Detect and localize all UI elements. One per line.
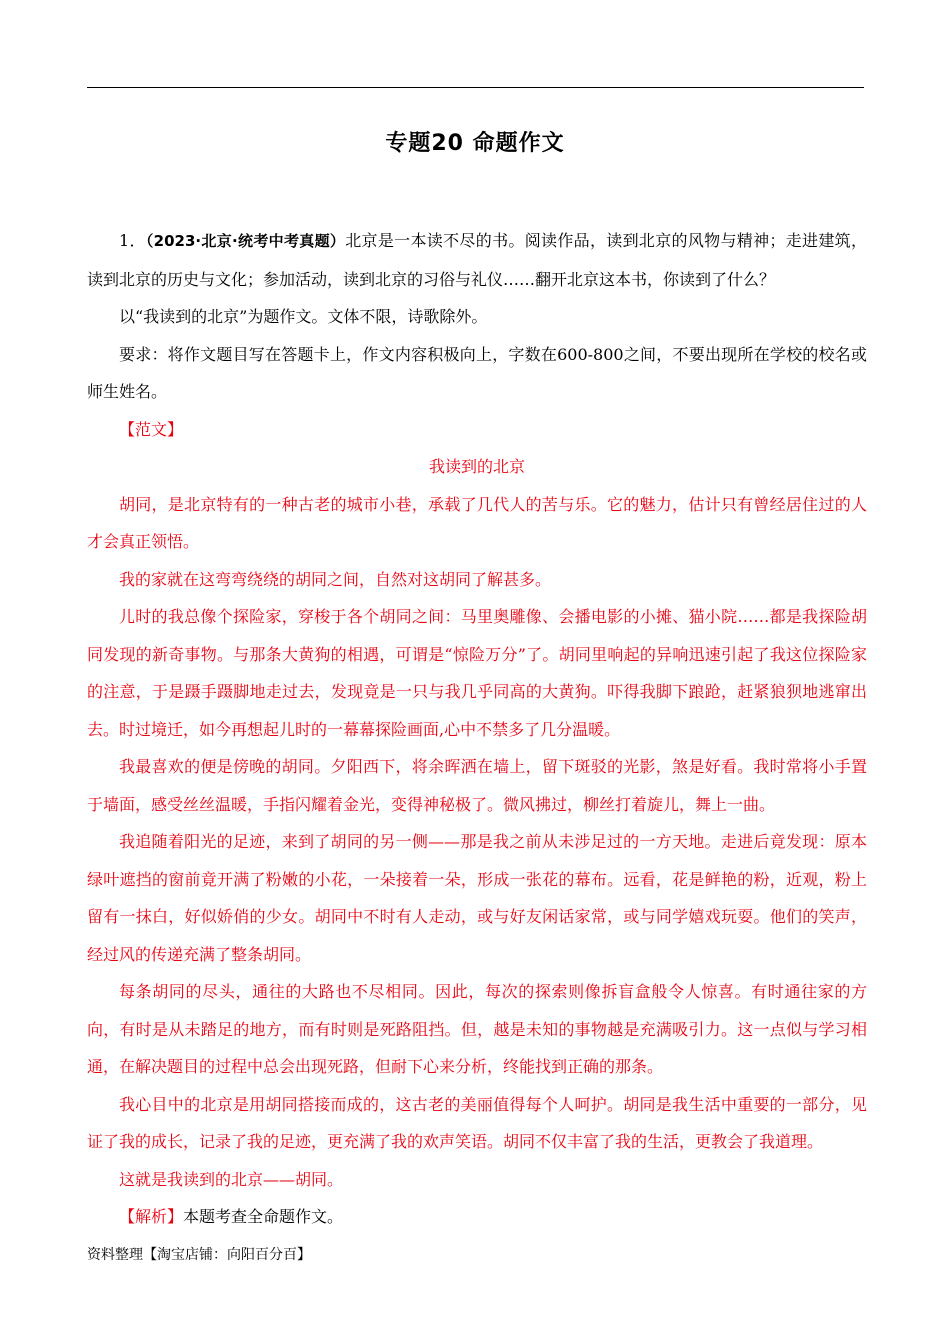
essay-paragraph: 这就是我读到的北京——胡同。: [119, 1169, 344, 1189]
essay-paragraph: 每条胡同的尽头，通往的大路也不尽相同。因此，每次的探索则像拆盲盒般令人惊喜。有时通往家的方向，有时是从未踏足的地方，而有时则是死路阻挡。但，越是未知的事物越是充满吸引力。这一点似与学习相通，在解决题目的过程中总会出现死路，但耐下心来分析，终能找到正确的那条。: [87, 982, 867, 1076]
essay-paragraph: 儿时的我总像个探险家，穿梭于各个胡同之间：马里奥雕像、会播电影的小摊、猫小院……都是我探险胡同发现的新奇事物。与那条大黄狗的相遇，可谓是“惊险万分”了。胡同里响起的异响迅速引起了我这位探险家的注意，于是蹑手蹑脚地走过去，发现竟是一只与我几乎同高的大黄狗。吓得我脚下踉跄，赶紧狼狈地逃窜出去。时过境迁，如今再想起儿时的一幕幕探险画面,心中不禁多了几分温暖。: [87, 607, 867, 739]
question-source: （2023·北京·统考中考真题）: [145, 232, 346, 250]
question-requirement: 要求：将作文题目写在答题卡上，作文内容积极向上，字数在600-800之间，不要出现所在学校的校名或师生姓名。: [87, 344, 867, 401]
analysis-text: 本题考查全命题作文。: [183, 1207, 344, 1226]
analysis-tag: 【解析】: [119, 1207, 184, 1226]
header-rule: [87, 87, 864, 88]
question-instruction: 以“我读到的北京”为题作文。文体不限，诗歌除外。: [119, 307, 488, 326]
essay-paragraph: 我心目中的北京是用胡同搭接而成的，这古老的美丽值得每个人呵护。胡同是我生活中重要的一部分，见证了我的成长，记录了我的足迹，更充满了我的欢声笑语。胡同不仅丰富了我的生活，更教会了我道理。: [87, 1094, 867, 1151]
question-prompt: [87, 222, 867, 298]
essay-tag: 【范文】: [119, 419, 184, 439]
question-prompt-text: 北京是一本读不尽的书。阅读作品，读到北京的风物与精神；走进建筑，读到北京的历史与文化；参加活动，读到北京的习俗与礼仪……翻开北京这本书，你读到了什么？: [87, 231, 867, 289]
document-body: [87, 222, 867, 1236]
essay-paragraph: 我追随着阳光的足迹，来到了胡同的另一侧——那是我之前从未涉足过的一方天地。走进后竟发现：原本绿叶遮挡的窗前竟开满了粉嫩的小花，一朵接着一朵，形成一张花的幕布。远看，花是鲜艳的粉，近观，粉上留有一抹白，好似娇俏的少女。胡同中不时有人走动，或与好友闲话家常，或与同学嬉戏玩耍。他们的笑声，经过风的传递充满了整条胡同。: [87, 832, 867, 964]
essay-paragraph: 胡同，是北京特有的一种古老的城市小巷，承载了几代人的苦与乐。它的魅力，估计只有曾经居住过的人才会真正领悟。: [87, 494, 867, 551]
page-title: 专题20 命题作文: [385, 131, 565, 156]
question-number: 1．: [119, 231, 146, 250]
analysis: [87, 1198, 867, 1236]
essay-title: 我读到的北京: [428, 457, 525, 476]
essay-paragraph: 我的家就在这弯弯绕绕的胡同之间，自然对这胡同了解甚多。: [119, 569, 552, 589]
essay-paragraph: 我最喜欢的便是傍晚的胡同。夕阳西下，将余晖洒在墙上，留下斑驳的光影，煞是好看。我时常将小手置于墙面，感受丝丝温暖，手指闪耀着金光，变得神秘极了。微风拂过，柳丝打着旋儿，舞上一曲。: [87, 757, 867, 814]
page-footer: 资料整理【淘宝店铺：向阳百分百】: [87, 1247, 311, 1263]
